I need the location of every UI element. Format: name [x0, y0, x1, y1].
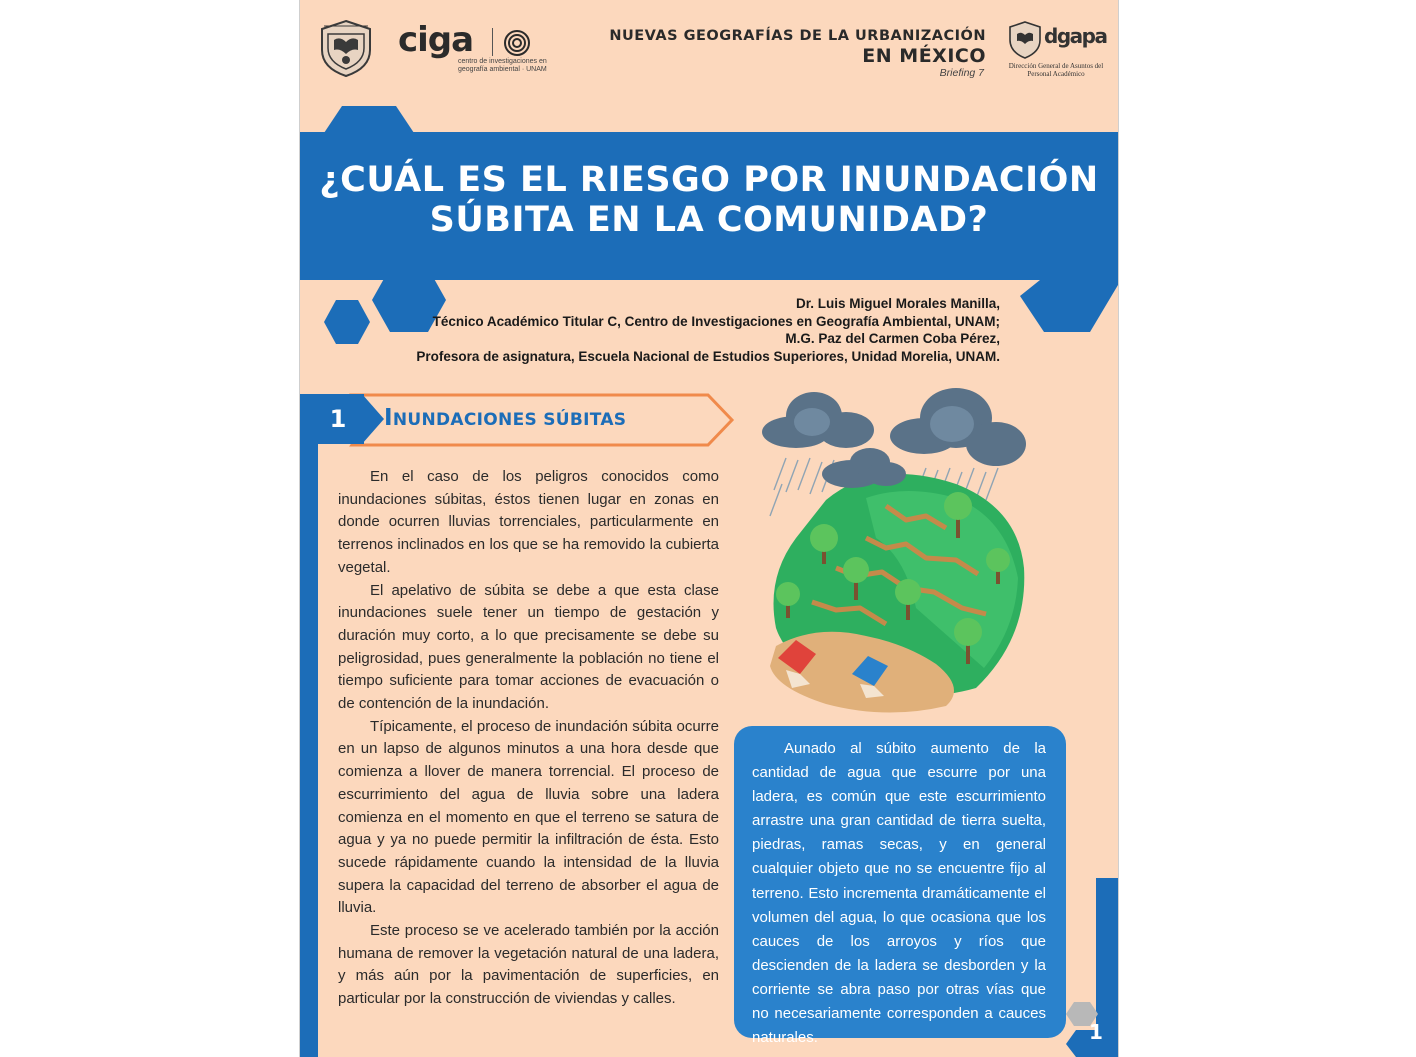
page-title	[300, 160, 1118, 240]
dgapa-logo-text: dgapa	[1044, 24, 1107, 48]
paragraph: En el caso de los peligros conocidos como inundaciones súbitas, éstos tienen lugar en zonas en donde ocurren lluvias torrenciales, particularmente en terrenos inclinados en los que se ha removido la cubierta vegetal.	[338, 468, 719, 576]
series-title-line1: NUEVAS GEOGRAFÍAS DE LA URBANIZACIÓN	[609, 28, 986, 44]
section-title-rest: NUNDACIONES SÚBITAS	[392, 410, 627, 430]
unam-seal-logo	[318, 18, 374, 78]
callout-text	[752, 737, 1046, 1050]
author-line: Técnico Académico Titular C, Centro de Investigaciones en Geografía Ambiental, UNAM;	[432, 313, 1000, 329]
series-title-line2: EN MÉXICO	[862, 45, 986, 67]
body-text	[338, 466, 719, 1011]
paragraph: El apelativo de súbita se debe a que esta clase inundaciones suele tener un tiempo de gestación y duración muy corto, a lo que precisamente se debe su peligrosidad, pues generalmente la población no tiene el tiempo suficiente para tomar acciones de evacuación o de contención de la inundación.	[338, 581, 719, 713]
briefing-number: Briefing 7	[939, 67, 984, 79]
briefing-page	[299, 0, 1119, 1057]
authors-block	[416, 295, 1000, 365]
page-number: 1	[1089, 1020, 1103, 1044]
dgapa-logo	[1004, 20, 1108, 80]
paragraph: Típicamente, el proceso de inundación súbita ocurre en un lapso de algunos minutos a una hora desde que comienza a llover de manera torrencial. El proceso de escurrimiento del agua de lluvia sobre una ladera comienza en el momento en que el terreno se satura de agua y ya no puede permitir la infiltración de ésta. Esto sucede rápidamente cuando la intensidad de la lluvia supera la capacidad del terreno de absorber el agua de lluvia.	[338, 717, 719, 917]
section-title-initial: I	[384, 405, 393, 431]
author-line: M.G. Paz del Carmen Coba Pérez,	[785, 331, 1000, 347]
ciga-logo-text: ciga	[398, 20, 474, 60]
page-title-line1: ¿CUÁL ES EL RIESGO POR INUNDACIÓN	[319, 160, 1099, 200]
logo-separator	[492, 28, 493, 56]
flood-hillside-illustration	[756, 388, 1042, 718]
author-line: Dr. Luis Miguel Morales Manilla,	[795, 296, 1000, 311]
series-header	[609, 28, 986, 79]
dgapa-subtitle: Dirección General de Asuntos del Personal Académico	[1008, 62, 1104, 78]
unam-small-seal-logo	[1008, 20, 1042, 60]
author-line: Profesora de asignatura, Escuela Nacional de Estudios Superiores, Unidad Morelia, UNAM.	[416, 348, 1000, 364]
callout-paragraph: Aunado al súbito aumento de la cantidad de agua que escurre por una ladera, es común que este escurrimiento arrastre una gran cantidad de tierra suelta, piedras, ramas secas, y en general cualquier objeto que no se encuentre fijo al terreno. Esto incrementa dramáticamente el volumen del agua, lo que ocasiona que los cauces de los arroyos y ríos que descienden de la ladera se desborden y la corriente se abra paso por otras vías que no necesariamente corresponden a cauces naturales.	[752, 740, 1046, 1047]
section-title	[384, 405, 626, 431]
logos-left	[318, 18, 547, 80]
section-number: 1	[329, 405, 347, 433]
fingerprint-icon	[504, 30, 530, 56]
page-title-line2: SÚBITA EN LA COMUNIDAD?	[429, 200, 989, 240]
left-accent-stripe	[300, 444, 318, 1057]
paragraph: Este proceso se ve acelerado también por la acción humana de remover la vegetación natural de una ladera, y más aún por la pavimentación de superficies, en particular por la construcción de viviendas y calles.	[338, 922, 719, 1008]
ciga-subtitle: centro de investigaciones en geografía ambiental · UNAM	[458, 58, 547, 73]
